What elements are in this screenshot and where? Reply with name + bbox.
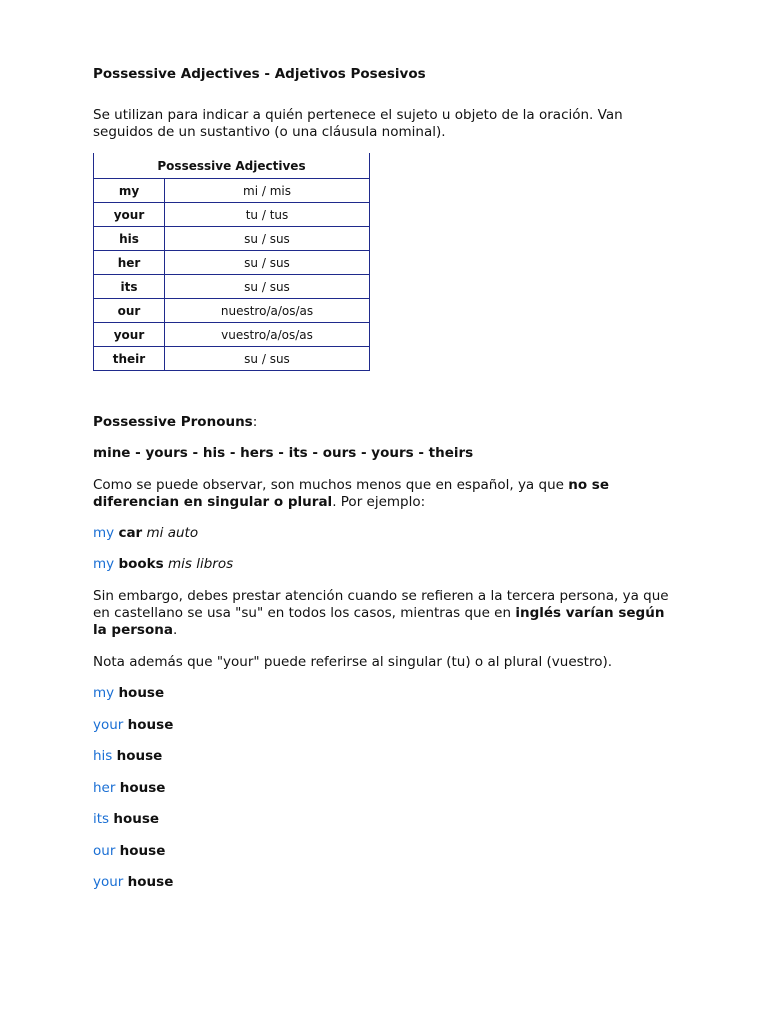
- house-possessive: your: [93, 717, 124, 733]
- house-example: [93, 874, 173, 890]
- table-row: [94, 347, 370, 371]
- house-noun: house: [119, 843, 166, 859]
- table-row: [94, 179, 370, 203]
- example-noun: car: [118, 525, 143, 541]
- english-cell: its: [94, 275, 165, 299]
- house-example: [93, 780, 165, 796]
- example-possessive: my: [93, 556, 115, 572]
- caution-bold: inglés varían según la persona: [93, 605, 665, 638]
- example-translation: mi auto: [146, 525, 199, 541]
- english-cell: your: [94, 203, 165, 227]
- caution-text-1: Sin embargo, debes prestar atención cuando se refieren a la tercera persona, ya que en castellano se usa "su" en todos los casos, mientras que en: [93, 588, 669, 621]
- house-possessive: his: [93, 748, 113, 764]
- spanish-cell: su / sus: [165, 347, 370, 371]
- spanish-cell: nuestro/a/os/as: [165, 299, 370, 323]
- house-noun: house: [119, 780, 166, 796]
- house-possessive: our: [93, 843, 116, 859]
- house-example: [93, 811, 159, 827]
- english-cell: my: [94, 179, 165, 203]
- pronouns-heading-colon: :: [252, 414, 258, 430]
- house-noun: house: [127, 874, 174, 890]
- observe-text-1: Como se puede observar, son muchos menos que en español, ya que: [93, 477, 569, 493]
- page-title: Possessive Adjectives - Adjetivos Posesivos: [93, 66, 426, 82]
- house-example: [93, 748, 162, 764]
- table-row: [94, 275, 370, 299]
- example-noun: books: [118, 556, 164, 572]
- english-cell: your: [94, 323, 165, 347]
- house-possessive: her: [93, 780, 116, 796]
- spanish-cell: tu / tus: [165, 203, 370, 227]
- table-row: [94, 299, 370, 323]
- example-translation: mis libros: [167, 556, 234, 572]
- observe-paragraph: [93, 477, 673, 511]
- example-line: [93, 525, 198, 541]
- house-noun: house: [127, 717, 174, 733]
- english-cell: their: [94, 347, 165, 371]
- english-cell: her: [94, 251, 165, 275]
- pronouns-list: mine - yours - his - hers - its - ours - yours - theirs: [93, 445, 474, 461]
- spanish-cell: su / sus: [165, 227, 370, 251]
- table-row: [94, 203, 370, 227]
- caution-paragraph: [93, 588, 673, 639]
- house-example: [93, 685, 164, 701]
- observe-text-2: . Por ejemplo:: [332, 494, 426, 510]
- table-row: [94, 227, 370, 251]
- example-possessive: my: [93, 525, 115, 541]
- spanish-cell: mi / mis: [165, 179, 370, 203]
- possessive-adjectives-table: [93, 153, 370, 371]
- english-cell: his: [94, 227, 165, 251]
- nota-paragraph: Nota además que "your" puede referirse al singular (tu) o al plural (vuestro).: [93, 654, 613, 670]
- pronouns-heading: [93, 414, 673, 431]
- example-line: [93, 556, 233, 572]
- observe-bold: no se diferencian en singular o plural: [93, 477, 609, 510]
- spanish-cell: vuestro/a/os/as: [165, 323, 370, 347]
- english-cell: our: [94, 299, 165, 323]
- house-noun: house: [113, 811, 160, 827]
- house-possessive: my: [93, 685, 115, 701]
- spanish-cell: su / sus: [165, 275, 370, 299]
- caution-text-2: .: [172, 622, 178, 638]
- table-row: [94, 251, 370, 275]
- house-noun: house: [118, 685, 165, 701]
- spanish-cell: su / sus: [165, 251, 370, 275]
- house-possessive: its: [93, 811, 110, 827]
- table-header: Possessive Adjectives: [94, 153, 370, 179]
- house-example: [93, 717, 173, 733]
- table-row: [94, 323, 370, 347]
- intro-paragraph: Se utilizan para indicar a quién pertenece el sujeto u objeto de la oración. Van seguidos de un sustantivo (o una cláusula nominal).: [93, 107, 623, 140]
- pronouns-heading-text: Possessive Pronouns: [93, 414, 253, 430]
- house-example: [93, 843, 165, 859]
- house-possessive: your: [93, 874, 124, 890]
- house-noun: house: [116, 748, 163, 764]
